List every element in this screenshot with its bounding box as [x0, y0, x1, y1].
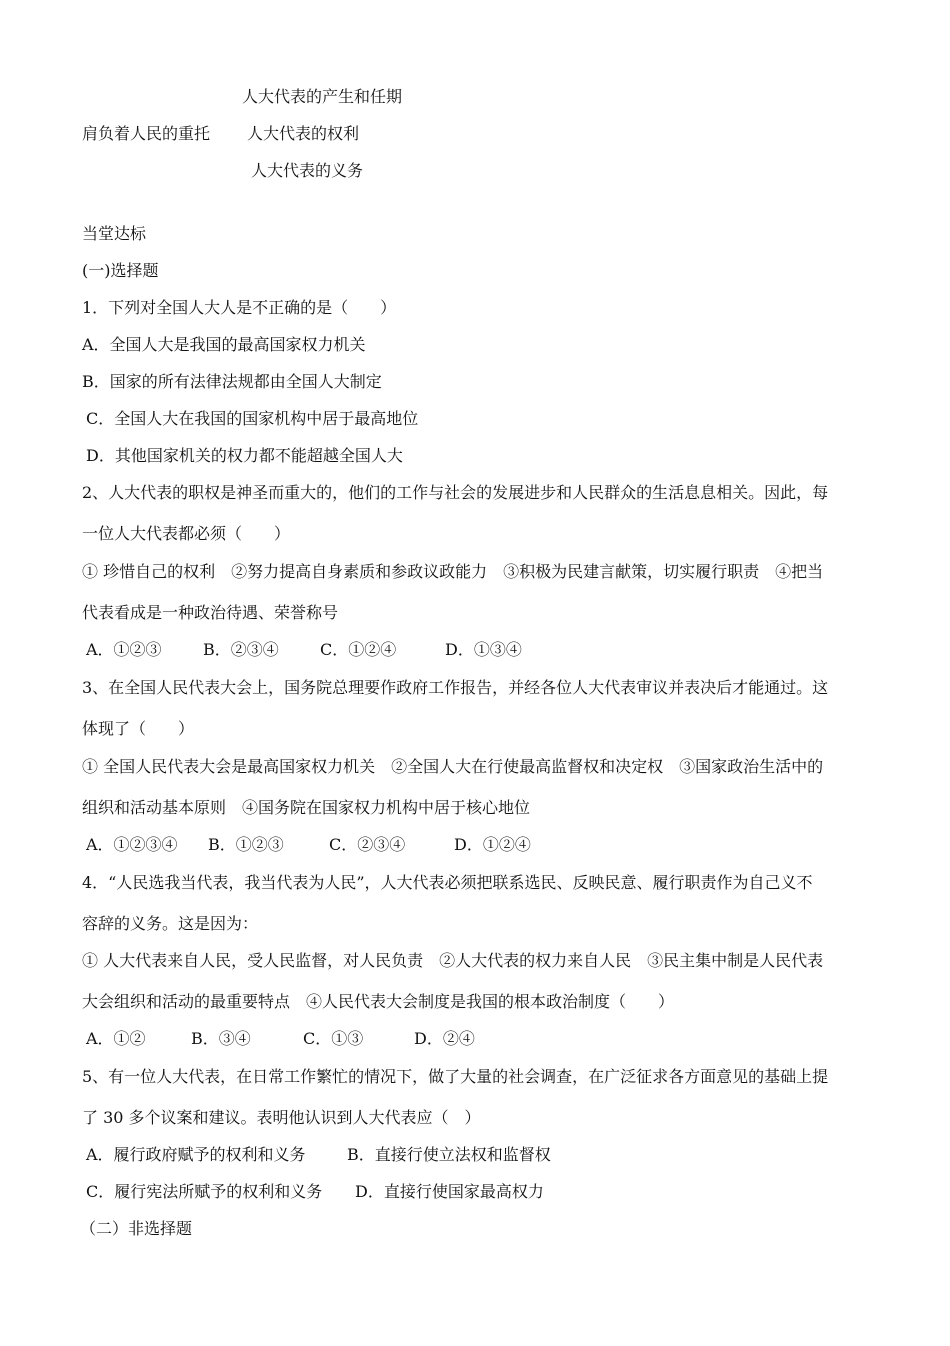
q5-option-b: B．直接行使立法权和监督权	[347, 1145, 551, 1164]
q2-option-a: A．①②③	[86, 640, 162, 659]
q4-option-a: A．①②	[86, 1029, 146, 1048]
q3-stem-line-2: 体现了（ ）	[82, 719, 195, 738]
q5-options-row-2	[0, 1181, 950, 1203]
outline-item-duties: 人大代表的义务	[251, 161, 364, 180]
q5-stem-line-1: 5、有一位人大代表，在日常工作繁忙的情况下，做了大量的社会调查，在广泛征求各方面意见的基础上提	[82, 1067, 829, 1086]
q1-option-b: B．国家的所有法律法规都由全国人大制定	[82, 372, 382, 391]
q2-option-b: B．②③④	[203, 640, 279, 659]
q4-statement-line-1: ① 人大代表来自人民，受人民监督，对人民负责 ②人大代表的权力来自人民 ③民主集中制是人民代表	[82, 951, 824, 970]
q2-stem-line-2: 一位人大代表都必须（ ）	[82, 524, 291, 543]
q3-option-a: A．①②③④	[86, 835, 178, 854]
q3-option-b: B．①②③	[208, 835, 284, 854]
q1-option-a: A．全国人大是我国的最高国家权力机关	[82, 335, 366, 354]
q5-options-row-1	[0, 1144, 950, 1166]
outline-center-label: 肩负着人民的重托	[82, 124, 211, 143]
q1-option-d: D．其他国家机关的权力都不能超越全国人大	[86, 446, 403, 465]
q3-option-c: C．②③④	[329, 835, 406, 854]
q1-option-c: C．全国人大在我国的国家机构中居于最高地位	[86, 409, 419, 428]
q3-stem-line-1: 3、在全国人民代表大会上，国务院总理要作政府工作报告，并经各位人大代表审议并表决后才能通过。这	[82, 678, 829, 697]
q5-option-c: C．履行宪法所赋予的权利和义务	[86, 1182, 323, 1201]
outline-item-rights: 人大代表的权利	[247, 124, 360, 143]
q2-option-c: C．①②④	[320, 640, 397, 659]
q2-statement-line-2: 代表看成是一种政治待遇、荣誉称号	[82, 603, 339, 622]
part1-heading: (一)选择题	[82, 261, 159, 280]
q1-stem: 1．下列对全国人大人是不正确的是（ ）	[82, 298, 397, 317]
q5-stem-line-2: 了 30 多个议案和建议。表明他认识到人大代表应（ ）	[82, 1108, 481, 1127]
q4-statement-line-2: 大会组织和活动的最重要特点 ④人民代表大会制度是我国的根本政治制度（ ）	[82, 992, 675, 1011]
q2-options	[0, 639, 950, 661]
q2-option-d: D．①③④	[445, 640, 522, 659]
q3-statement-line-2: 组织和活动基本原则 ④国务院在国家权力机构中居于核心地位	[82, 798, 531, 817]
section-title: 当堂达标	[82, 224, 147, 243]
q3-option-d: D．①②④	[454, 835, 531, 854]
q2-stem-line-1: 2、人大代表的职权是神圣而重大的，他们的工作与社会的发展进步和人民群众的生活息息相关。因此，每	[82, 483, 829, 502]
q4-options	[0, 1028, 950, 1050]
q4-stem-line-1: 4．“人民选我当代表，我当代表为人民”，人大代表必须把联系选民、反映民意、履行职责作为自己义不	[82, 873, 813, 892]
q5-option-a: A．履行政府赋予的权利和义务	[86, 1145, 306, 1164]
q3-options	[0, 834, 950, 856]
part2-heading: （二）非选择题	[80, 1219, 193, 1238]
outline-item-term: 人大代表的产生和任期	[242, 87, 403, 106]
q4-option-c: C．①③	[303, 1029, 364, 1048]
q2-statement-line-1: ① 珍惜自己的权利 ②努力提高自身素质和参政议政能力 ③积极为民建言献策，切实履行职责 ④把当	[82, 562, 824, 581]
q5-option-d: D．直接行使国家最高权力	[355, 1182, 544, 1201]
q4-option-d: D．②④	[414, 1029, 475, 1048]
q4-stem-line-2: 容辞的义务。这是因为：	[82, 914, 259, 933]
q4-option-b: B．③④	[191, 1029, 251, 1048]
q3-statement-line-1: ① 全国人民代表大会是最高国家权力机关 ②全国人大在行使最高监督权和决定权 ③国家政治生活中的	[82, 757, 824, 776]
